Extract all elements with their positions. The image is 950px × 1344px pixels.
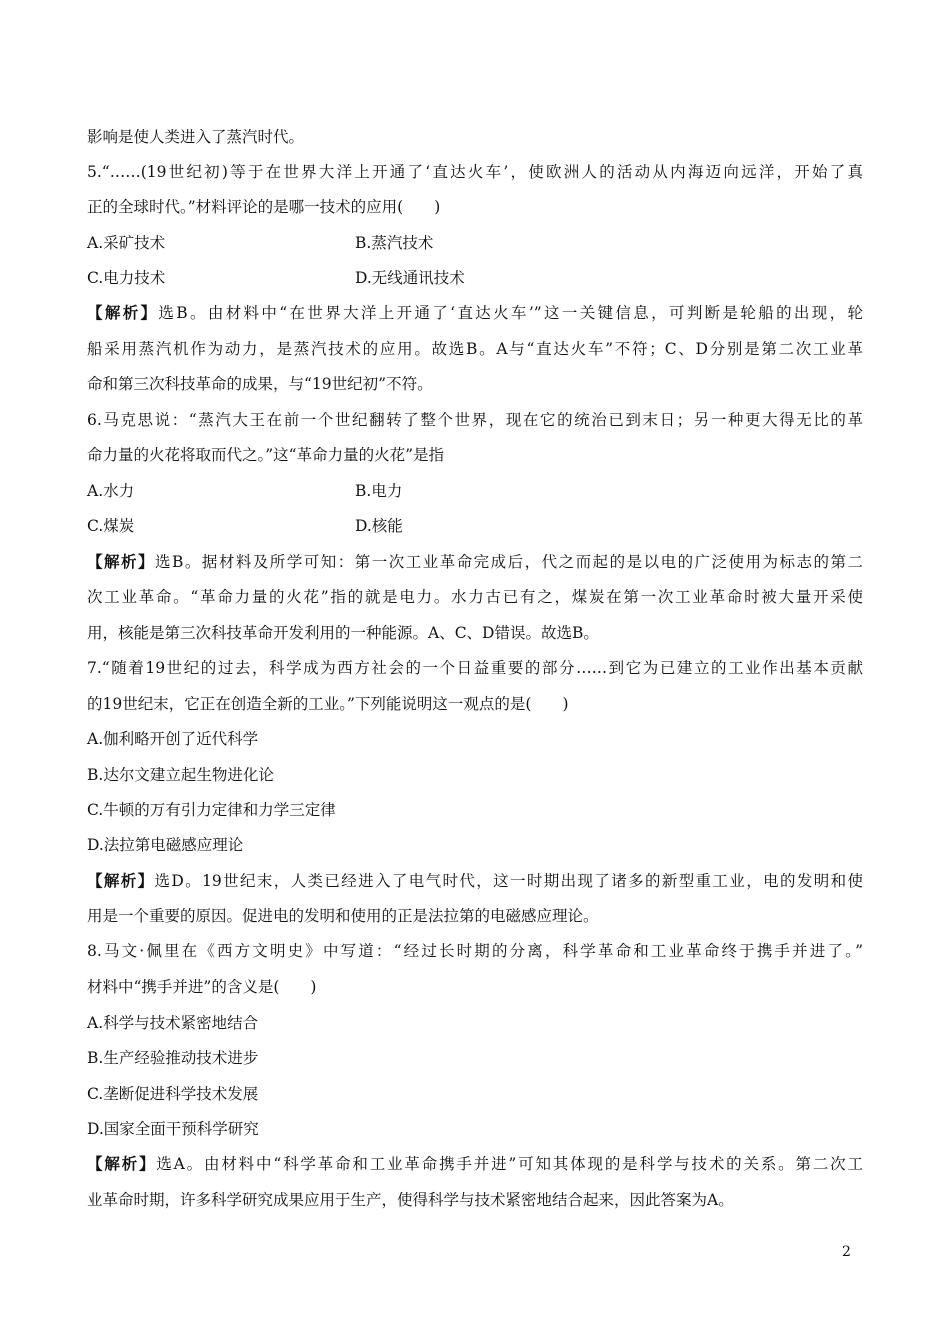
answer-5-line-3: 命和第三次科技革命的成果，与“19世纪初”不符。 — [87, 375, 433, 393]
question-8-option-b: B.生产经验推动技术进步 — [87, 1049, 259, 1067]
answer-7-line-2: 用是一个重要的原因。促进电的发明和使用的正是法拉第的电磁感应理论。 — [87, 907, 599, 925]
answer-5-text: 选B。由材料中“在世界大洋上开通了‘直达火车’”这一关键信息，可判断是轮船的出现，轮 — [158, 304, 863, 322]
question-5-option-a: A.采矿技术 — [87, 234, 166, 252]
page-number: 2 — [842, 1244, 851, 1260]
question-6-option-d: D.核能 — [355, 517, 403, 535]
question-8-stem-cont: 材料中“携手并进”的含义是( ) — [87, 978, 317, 996]
answer-6-line-3: 用，核能是第三次科技革命开发利用的一种能源。A、C、D错误。故选B。 — [87, 624, 599, 642]
answer-8-text: 选A。由材料中“科学革命和工业革命携手并进”可知其体现的是科学与技术的关系。第二次工 — [156, 1155, 863, 1173]
question-7-stem-cont: 的19世纪末，它正在创造全新的工业。”下列能说明这一观点的是( ) — [87, 695, 569, 713]
question-5-option-b: B.蒸汽技术 — [355, 234, 434, 252]
analysis-label: 【解析】 — [87, 552, 155, 571]
analysis-label: 【解析】 — [87, 303, 159, 322]
question-6-stem: 6.马克思说：“蒸汽大王在前一个世纪翻转了整个世界，现在它的统治已到末日；另一种更大得无比的革 — [87, 411, 863, 429]
question-5-stem: 5.“……(19世纪初)等于在世界大洋上开通了‘直达火车’，使欧洲人的活动从内海迈向远洋，开始了真 — [87, 163, 863, 181]
analysis-label: 【解析】 — [87, 871, 155, 890]
answer-5-line-1 — [87, 302, 863, 324]
question-6-stem-cont: 命力量的火花将取而代之。”这“革命力量的火花”是指 — [87, 446, 445, 464]
question-7-option-c: C.牛顿的万有引力定律和力学三定律 — [87, 801, 336, 819]
answer-7-line-1 — [87, 870, 863, 892]
question-7-option-b: B.达尔文建立起生物进化论 — [87, 766, 274, 784]
answer-8-line-2: 业革命时期，许多科学研究成果应用于生产，使得科学与技术紧密地结合起来，因此答案为A。 — [87, 1191, 734, 1209]
question-7-option-d: D.法拉第电磁感应理论 — [87, 836, 244, 854]
answer-8-line-1 — [87, 1153, 863, 1175]
question-8-stem: 8.马文·佩里在《西方文明史》中写道：“经过长时期的分离，科学革命和工业革命终于携手并进了。” — [87, 942, 863, 960]
answer-7-text: 选D。19世纪末，人类已经进入了电气时代，这一时期出现了诸多的新型重工业，电的发明和使 — [154, 872, 863, 890]
answer-6-line-1 — [87, 551, 863, 573]
question-8-option-a: A.科学与技术紧密地结合 — [87, 1014, 259, 1032]
answer-6-text: 选B。据材料及所学可知：第一次工业革命完成后，代之而起的是以电的广泛使用为标志的第二 — [154, 553, 863, 571]
question-6-option-a: A.水力 — [87, 482, 135, 500]
question-8-option-d: D.国家全面干预科学研究 — [87, 1120, 259, 1138]
question-8-option-c: C.垄断促进科学技术发展 — [87, 1085, 259, 1103]
question-7-stem: 7.“随着19世纪的过去，科学成为西方社会的一个日益重要的部分……到它为已建立的工业作出基本贡献 — [87, 659, 863, 677]
answer-6-line-2: 次工业革命。“革命力量的火花”指的就是电力。水力古已有之，煤炭在第一次工业革命时被大量开采使 — [87, 588, 863, 606]
answer-5-line-2: 船采用蒸汽机作为动力，是蒸汽技术的应用。故选B。A与“直达火车”不符；C、D分别是第二次工业革 — [87, 340, 863, 358]
question-6-option-c: C.煤炭 — [87, 517, 135, 535]
text-line: 影响是使人类进入了蒸汽时代。 — [87, 128, 305, 146]
question-5-stem-cont: 正的全球时代。”材料评论的是哪一技术的应用( ) — [87, 198, 441, 216]
question-6-option-b: B.电力 — [355, 482, 403, 500]
question-5-option-c: C.电力技术 — [87, 269, 166, 287]
analysis-label: 【解析】 — [87, 1154, 157, 1173]
question-5-option-d: D.无线通讯技术 — [355, 269, 465, 287]
question-7-option-a: A.伽利略开创了近代科学 — [87, 730, 259, 748]
